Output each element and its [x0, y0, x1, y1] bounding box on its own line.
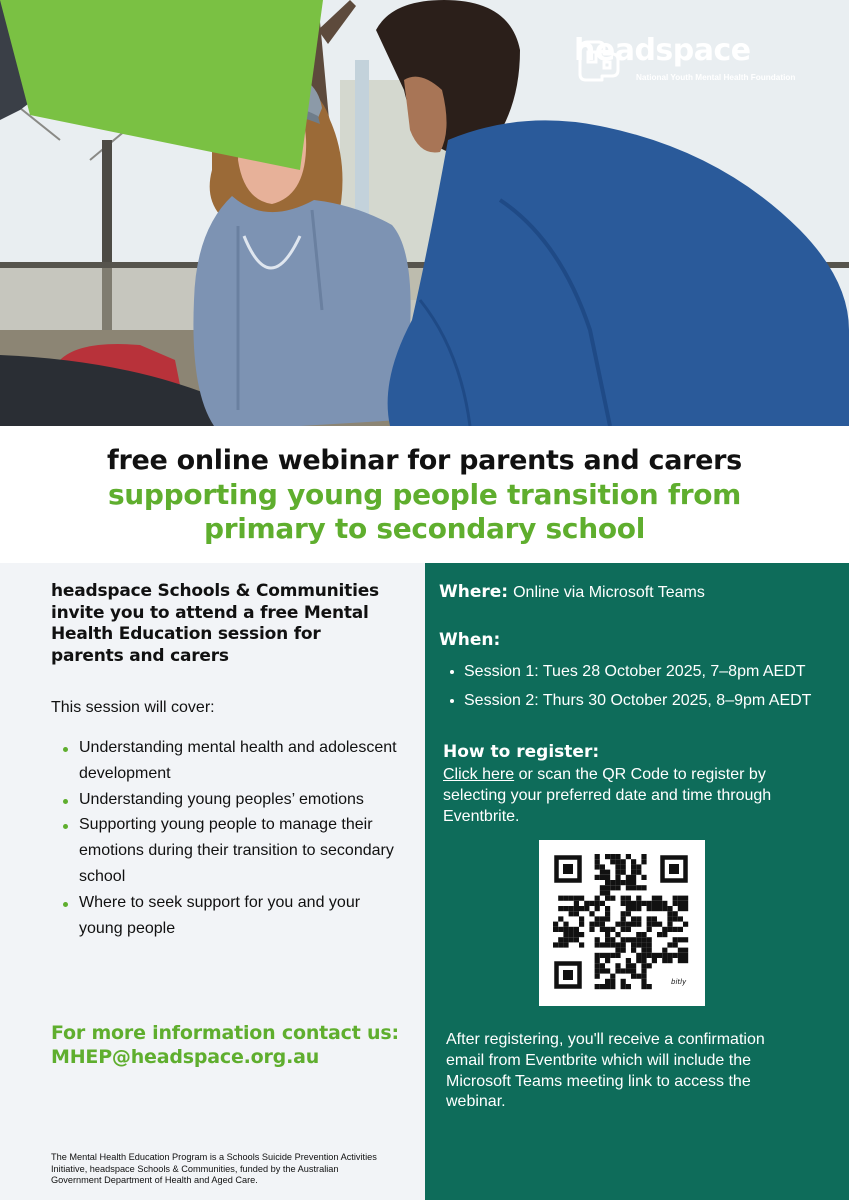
qr-badge: bitly: [671, 978, 687, 986]
title-band: [0, 426, 849, 563]
register-link[interactable]: Click here: [443, 766, 515, 783]
brand-logo[interactable]: [574, 33, 751, 68]
where-value: Online via Microsoft Teams: [513, 584, 705, 601]
bullet-icon: [450, 699, 454, 703]
register-text: [443, 765, 823, 827]
headspace-logo-icon: [574, 36, 624, 84]
when-heading: When:: [439, 630, 501, 650]
title-line-2: supporting young people transition from primary to secondary school: [107, 478, 742, 545]
list-item-text: Understanding young peoples’ emotions: [79, 790, 364, 808]
session-text: Session 2: Thurs 30 October 2025, 8–9pm AEDT: [464, 692, 812, 709]
where-heading: Where:: [439, 582, 509, 602]
brand-tab: [0, 0, 323, 170]
cover-list: [51, 735, 401, 941]
left-column: [0, 563, 425, 1200]
list-item: [51, 787, 401, 813]
contact-heading: For more information contact us:: [51, 1022, 399, 1044]
hero-photo: [0, 0, 849, 426]
list-item: [51, 812, 401, 889]
where-row: [439, 582, 705, 602]
intro-heading: headspace Schools & Communities invite you to attend a free Mental Health Education session for parents and carers: [51, 581, 379, 666]
footnote: The Mental Health Education Program is a Schools Suicide Prevention Activities Initiative, headspace Schools & Communities, funded by the Australian Government Department of Health and Aged Care.: [51, 1152, 377, 1185]
right-column: [425, 563, 849, 1200]
cover-label: This session will cover:: [51, 699, 215, 716]
register-heading: How to register:: [443, 742, 600, 762]
list-item-text: Understanding mental health and adolescent development: [79, 739, 397, 782]
bullet-icon: [63, 747, 68, 752]
brand-tagline: National Youth Mental Health Foundation: [636, 73, 796, 82]
bullet-icon: [63, 824, 68, 829]
after-register-text: After registering, you'll receive a confirmation email from Eventbrite which will include the Microsoft Teams meeting link to access the webinar.: [446, 1031, 765, 1111]
session-list: [450, 657, 811, 715]
bullet-icon: [450, 670, 454, 674]
session-text: Session 1: Tues 28 October 2025, 7–8pm AEDT: [464, 663, 806, 680]
bullet-icon: [63, 902, 68, 907]
list-item: [450, 686, 811, 715]
list-item: [51, 890, 401, 942]
title-line-1: free online webinar for parents and carers: [107, 445, 742, 476]
brand-name: headspace: [574, 33, 751, 68]
register-instructions: or scan the QR Code to register by selecting your preferred date and time through Eventbrite.: [443, 766, 772, 825]
list-item-text: Where to seek support for you and your young people: [79, 893, 361, 937]
list-item: [450, 657, 811, 686]
contact-email-link[interactable]: MHEP@headspace.org.au: [51, 1046, 320, 1068]
qr-code[interactable]: [539, 840, 705, 1006]
list-item: [51, 735, 401, 787]
qr-code-icon: [539, 840, 705, 1006]
bullet-icon: [63, 799, 68, 804]
list-item-text: Supporting young people to manage their emotions during their transition to secondary school: [79, 816, 394, 885]
